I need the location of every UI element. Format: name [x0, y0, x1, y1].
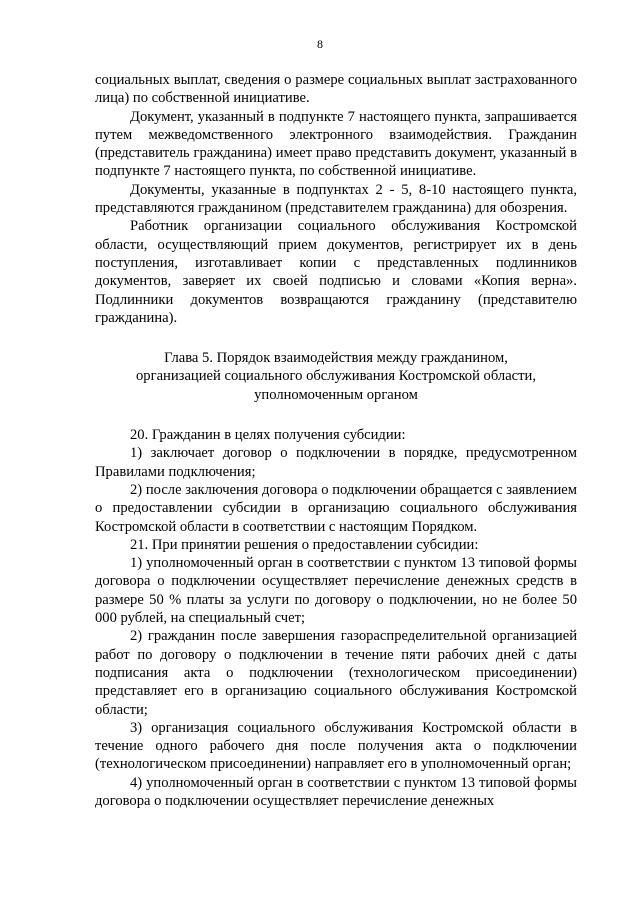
paragraph: 1) уполномоченный орган в соответствии с пунктом 13 типовой формы договора о подключении осуществляет перечисление денежных средств в размере 50 % платы за услуги по договору о подключении, но не более 50 000 рублей, на специальный счет;: [95, 555, 577, 627]
paragraph: 20. Гражданин в целях получения субсидии:: [130, 427, 406, 444]
chapter-heading-line: уполномоченным органом: [254, 386, 418, 403]
page-number: 8: [317, 37, 323, 51]
paragraph: 2) гражданин после завершения газораспределительной организацией работ по договору о подключении в течение пяти рабочих дней с даты подписания акта о подключении (технологическом присоединении) представляет его в организацию социального обслуживания Костромской области;: [95, 628, 577, 718]
paragraph: 4) уполномоченный орган в соответствии с пунктом 13 типовой формы договора о подключении осуществляет перечисление денежных: [95, 774, 577, 809]
paragraph: Работник организации социального обслуживания Костромской области, осуществляющий прием документов, регистрирует их в день поступления, изготавливает копии с представленных подлинников документов, заверяет их своей подписью и словами «Копия верна». Подлинники документов возвращаются гражданину (представителю гражданина).: [95, 218, 577, 326]
paragraph: социальных выплат, сведения о размере социальных выплат застрахованного лица) по собственной инициативе.: [95, 72, 577, 107]
paragraph: 3) организация социального обслуживания Костромской области в течение одного рабочего дня после получения акта о подключении (технологическом присоединении) направляет его в уполномоченный орган;: [95, 719, 577, 773]
document-body: [95, 71, 577, 810]
chapter-heading: [95, 349, 577, 404]
chapter-heading-line: организацией социального обслуживания Костромской области,: [136, 368, 536, 385]
paragraph: 1) заключает договор о подключении в порядке, предусмотренном Правилами подключения;: [95, 445, 577, 480]
chapter-heading-line: Глава 5. Порядок взаимодействия между гражданином,: [164, 350, 508, 367]
paragraph: Документы, указанные в подпунктах 2 - 5, 8-10 настоящего пункта, представляются гражданином (представителем гражданина) для обозрения.: [95, 181, 577, 217]
paragraph: 2) после заключения договора о подключении обращается с заявлением о предоставлении субсидии в организацию социального обслуживания Костромской области в соответствии с настоящим Порядком.: [95, 481, 577, 535]
paragraph: Документ, указанный в подпункте 7 настоящего пункта, запрашивается путем межведомственного электронного взаимодействия. Гражданин (представитель гражданина) имеет право представить документ, указанный в подпункте 7 настоящего пункта, по собственной инициативе.: [95, 108, 577, 180]
paragraph: 21. При принятии решения о предоставлении субсидии:: [130, 536, 479, 553]
